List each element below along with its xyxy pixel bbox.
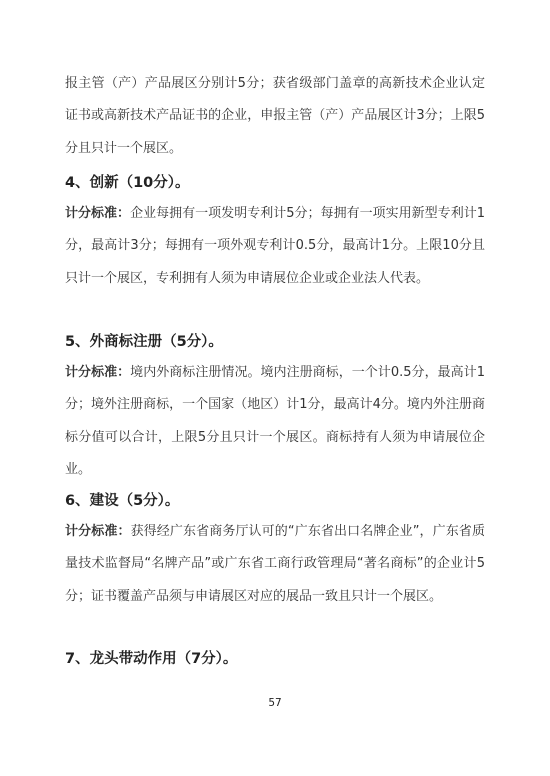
- section-heading-trademark: 5、外商标注册（5分）。: [65, 334, 223, 350]
- criteria-label: 计分标准：: [65, 206, 131, 221]
- section-heading-leadership: 7、龙头带动作用（7分）。: [65, 651, 238, 667]
- page-number: 57: [268, 697, 282, 709]
- section-heading-brand: 6、建设（5分）。: [65, 493, 180, 509]
- paragraph-trademark-criteria: [65, 357, 485, 487]
- paragraph-innovation-criteria: [65, 198, 485, 295]
- paragraph-brand-criteria: [65, 516, 485, 613]
- criteria-label: 计分标准：: [65, 524, 131, 539]
- paragraph-continuation: 报主管（产）产品展区分别计5分；获省级部门盖章的高新技术企业认定证书或高新技术产品证书的企业，申报主管（产）产品展区计3分；上限5分且只计一个展区。: [65, 76, 485, 156]
- criteria-text: 企业每拥有一项发明专利计5分；每拥有一项实用新型专利计1分，最高计3分；每拥有一项外观专利计0.5分，最高计1分。上限10分且只计一个展区，专利拥有人须为申请展位企业或企业法人代表。: [65, 206, 485, 286]
- criteria-text: 获得经广东省商务厅认可的“广东省出口名牌企业”，广东省质量技术监督局“名牌产品”或广东省工商行政管理局“著名商标”的企业计5分；证书覆盖产品须与申请展区对应的展品一致且只计一个展区。: [65, 524, 485, 604]
- section-heading-innovation: 4、创新（10分）。: [65, 175, 190, 191]
- criteria-label: 计分标准：: [65, 365, 131, 380]
- criteria-text: 境内外商标注册情况。境内注册商标，一个计0.5分，最高计1分；境外注册商标，一个国家（地区）计1分，最高计4分。境内外注册商标分值可以合计，上限5分且只计一个展区。商标持有人须为申请展位企业。: [65, 365, 485, 478]
